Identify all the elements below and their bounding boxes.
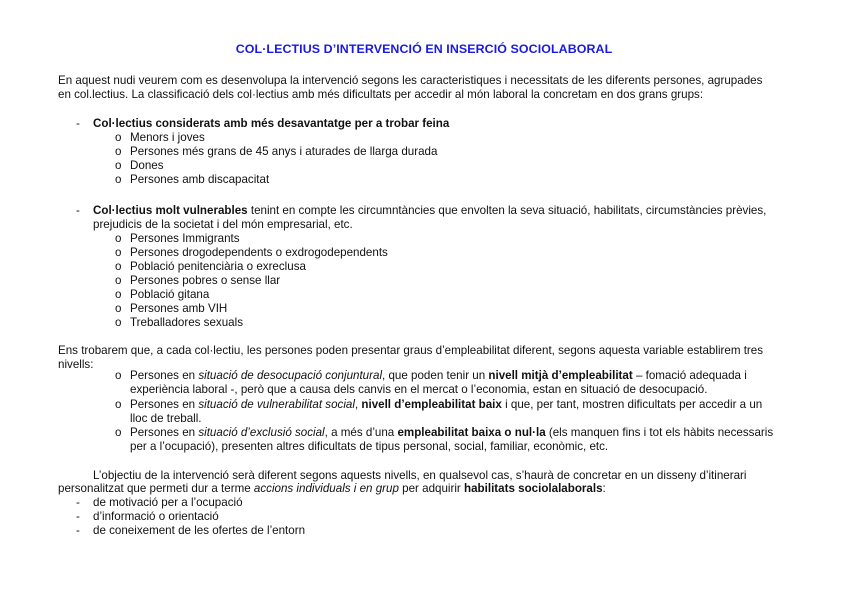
final-dash: - (76, 510, 80, 523)
document-title: COL·LECTIUS D’INTERVENCIÓ EN INSERCIÓ SOCIOLABORAL (235, 42, 613, 56)
group2-item: o Persones Immigrants (115, 232, 240, 245)
group2-item: o Població penitenciària o exreclusa (115, 260, 306, 273)
group2-item: o Persones amb VIH (115, 302, 228, 315)
level-item: o Persones en situació d’exclusió social, a més d’una empleabilitat baixa o nul·la (els manquen fins i tot els hàbits necessaris per a l’ocupació), presenten altres dificultats de tipus personal, social, familiar, econòmic, etc. (115, 426, 774, 453)
group2-item: o Població gitana (115, 288, 210, 301)
group1-heading: Col·lectius considerats amb més desavantatge per a trobar feina (93, 117, 450, 130)
group2-item: o Persones drogodependents o exdrogodependents (115, 246, 388, 259)
levels-intro-line-2: nivells: (58, 358, 94, 371)
group1-item: o Persones amb discapacitat (115, 173, 270, 186)
group1-item: o Persones més grans de 45 anys i aturades de llarga durada (115, 145, 438, 158)
final-item: de motivació per a l’ocupació (93, 496, 243, 509)
group1-dash: - (76, 117, 80, 130)
group1-item: o Dones (115, 159, 164, 172)
group2-item: o Persones pobres o sense llar (115, 274, 281, 287)
intro-line-2: en col.lectius. La classificació dels col·lectius amb més dificultats per accedir al món laboral la concretam en dos grans grups: (58, 88, 704, 101)
objective-line-1: L’objectiu de la intervenció serà diferent segons aquests nivells, en qualsevol cas, s’haurà de concretar en un disseny d’itinerari (93, 469, 747, 482)
objective-line-2: personalitzat que permeti dur a terme accions individuals i en grup per adquirir habilitats sociolalaborals: (58, 482, 606, 495)
level-item: o Persones en situació de vulnerabilitat social, nivell d’empleabilitat baix i que, per tant, mostren dificultats per accedir a un lloc de treball. (115, 398, 763, 425)
group2-dash: - (76, 204, 80, 217)
group1-item: o Menors i joves (115, 131, 205, 144)
group2-desc: prejudicis de la societat i del món empresarial, etc. (93, 218, 353, 231)
intro-line-1: En aquest nudi veurem com es desenvolupa la intervenció segons les caracteristiques i necessitats de les diferents persones, agrupades (58, 74, 763, 87)
final-dash: - (76, 496, 80, 509)
final-dash: - (76, 524, 80, 537)
final-item: de coneixement de les ofertes de l’entorn (93, 524, 306, 537)
group2-heading: Col·lectius molt vulnerables tenint en compte les circumntàncies que envolten la seva situació, habilitats, circumstàncies prèvies, (93, 204, 767, 217)
final-item: d’informació o orientació (93, 510, 219, 523)
level-item: o Persones en situació de desocupació conjuntural, que poden tenir un nivell mitjà d’empleabilitat – fomació adequada i experiència laboral -, però que a causa dels canvis en el mercat o l’economia, estan en situació de desocupació. (115, 369, 747, 396)
levels-intro-line-1: Ens trobarem que, a cada col·lectiu, les persones poden presentar graus d’empleabilitat diferent, segons aquesta variable establirem tres (58, 344, 764, 357)
group2-item: o Treballadores sexuals (115, 316, 243, 329)
